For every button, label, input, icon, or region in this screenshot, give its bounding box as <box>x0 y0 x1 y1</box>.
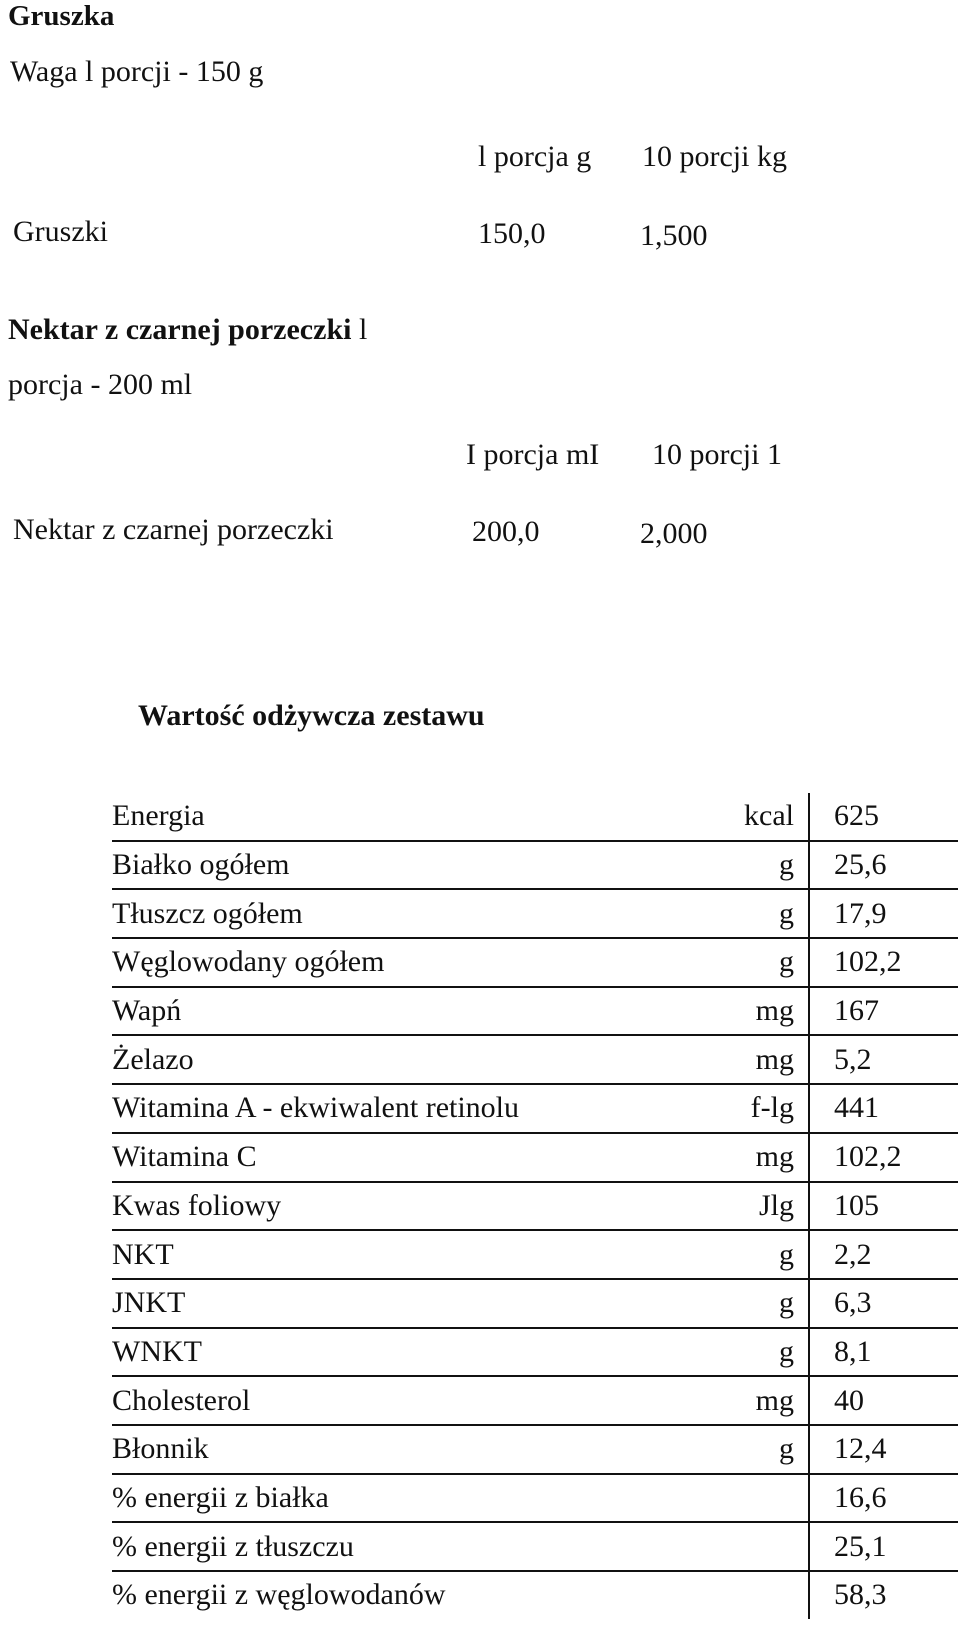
nutrient-unit: g <box>682 841 809 890</box>
pear-serving-weight: Waga l porcji - 150 g <box>10 55 264 88</box>
nutrient-value: 5,2 <box>809 1035 958 1084</box>
table-row <box>112 1328 958 1377</box>
table-row <box>112 1084 958 1133</box>
nectar-row-ten-value: 2,000 <box>640 517 708 550</box>
nutrient-name: Energia <box>112 793 682 841</box>
nutrient-value: 58,3 <box>834 1578 887 1612</box>
nutrient-unit: g <box>682 938 809 987</box>
nectar-title-tail: l <box>351 313 368 346</box>
nutrient-value: 2,2 <box>809 1230 958 1279</box>
pear-col-header-ten: 10 porcji kg <box>642 140 787 173</box>
nutrition-table <box>112 793 958 1619</box>
nutrient-value: 12,4 <box>809 1425 958 1474</box>
nutrient-name: Cholesterol <box>112 1376 682 1425</box>
nutrient-unit <box>682 1522 809 1571</box>
nutrient-unit: g <box>682 889 809 938</box>
pear-row-portion-value: 150,0 <box>478 217 546 250</box>
nutrient-value: 25,6 <box>809 841 958 890</box>
table-row <box>112 1182 958 1231</box>
table-row <box>112 938 958 987</box>
table-row <box>112 1230 958 1279</box>
nutrient-name: Witamina C <box>112 1133 682 1182</box>
nutrient-unit: g <box>682 1328 809 1377</box>
nutrient-value: 6,3 <box>809 1279 958 1328</box>
table-row <box>112 1376 958 1425</box>
table-row <box>112 1279 958 1328</box>
table-row <box>112 1522 958 1571</box>
nectar-title: Nektar z czarnej porzeczki <box>8 313 352 346</box>
nutrient-unit: mg <box>682 1035 809 1084</box>
nutrient-unit: mg <box>682 1376 809 1425</box>
nutrient-name: % energii z białka <box>112 1474 682 1523</box>
nutrient-name: Białko ogółem <box>112 841 682 890</box>
nectar-title-line <box>8 313 367 347</box>
nutrient-value: 17,9 <box>809 889 958 938</box>
nutrient-value: 40 <box>809 1376 958 1425</box>
pear-row-ten-value: 1,500 <box>640 219 708 252</box>
nutrition-title: Wartość odżywcza zestawu <box>138 699 485 732</box>
table-row <box>112 841 958 890</box>
nutrient-name: Kwas foliowy <box>112 1182 682 1231</box>
nutrient-unit: mg <box>682 987 809 1036</box>
nutrient-name: JNKT <box>112 1279 682 1328</box>
table-row <box>112 1425 958 1474</box>
pear-col-header-portion: l porcja g <box>478 140 592 173</box>
nutrient-name: WNKT <box>112 1328 682 1377</box>
table-row <box>112 1571 958 1619</box>
nutrient-value: 441 <box>809 1084 958 1133</box>
nutrient-name: Tłuszcz ogółem <box>112 889 682 938</box>
nutrient-name: Witamina A - ekwiwalent retinolu <box>112 1084 682 1133</box>
nutrient-name: Węglowodany ogółem <box>112 938 682 987</box>
nutrient-value: 102,2 <box>809 938 958 987</box>
table-row <box>112 1474 958 1523</box>
nutrient-name: % energii z węglowodanów <box>112 1578 446 1612</box>
nutrient-name: Żelazo <box>112 1035 682 1084</box>
nutrient-unit <box>682 1474 809 1523</box>
nectar-row-portion-value: 200,0 <box>472 515 540 548</box>
nutrient-value: 167 <box>809 987 958 1036</box>
nutrient-unit: g <box>682 1425 809 1474</box>
nutrient-name: % energii z tłuszczu <box>112 1522 682 1571</box>
nutrient-unit: mg <box>682 1133 809 1182</box>
nutrient-value: 8,1 <box>809 1328 958 1377</box>
nutrient-value: 625 <box>809 793 958 841</box>
table-row <box>112 1035 958 1084</box>
table-row <box>112 793 958 841</box>
nutrient-unit: g <box>682 1230 809 1279</box>
table-row <box>112 987 958 1036</box>
nutrient-unit: kcal <box>682 793 809 841</box>
nutrient-value: 105 <box>809 1182 958 1231</box>
nutrient-unit: f-lg <box>682 1084 809 1133</box>
table-row <box>112 1133 958 1182</box>
table-row <box>112 889 958 938</box>
nutrient-unit: g <box>682 1279 809 1328</box>
nutrient-name: Wapń <box>112 987 682 1036</box>
nutrient-value: 16,6 <box>809 1474 958 1523</box>
nutrient-name: Błonnik <box>112 1425 682 1474</box>
nutrient-unit: Jlg <box>682 1182 809 1231</box>
nectar-col-header-ten: 10 porcji 1 <box>652 438 782 471</box>
nutrient-value: 25,1 <box>809 1522 958 1571</box>
nectar-serving-volume: porcja - 200 ml <box>8 368 193 401</box>
nutrient-name: NKT <box>112 1230 682 1279</box>
nutrition-table-body <box>112 793 958 1619</box>
nutrient-value: 102,2 <box>809 1133 958 1182</box>
pear-title: Gruszka <box>8 0 115 32</box>
nutrient-unit <box>682 1571 809 1619</box>
nectar-col-header-portion: I porcja mI <box>466 438 600 471</box>
nectar-row-name: Nektar z czarnej porzeczki <box>13 513 334 546</box>
pear-row-name: Gruszki <box>13 215 108 248</box>
